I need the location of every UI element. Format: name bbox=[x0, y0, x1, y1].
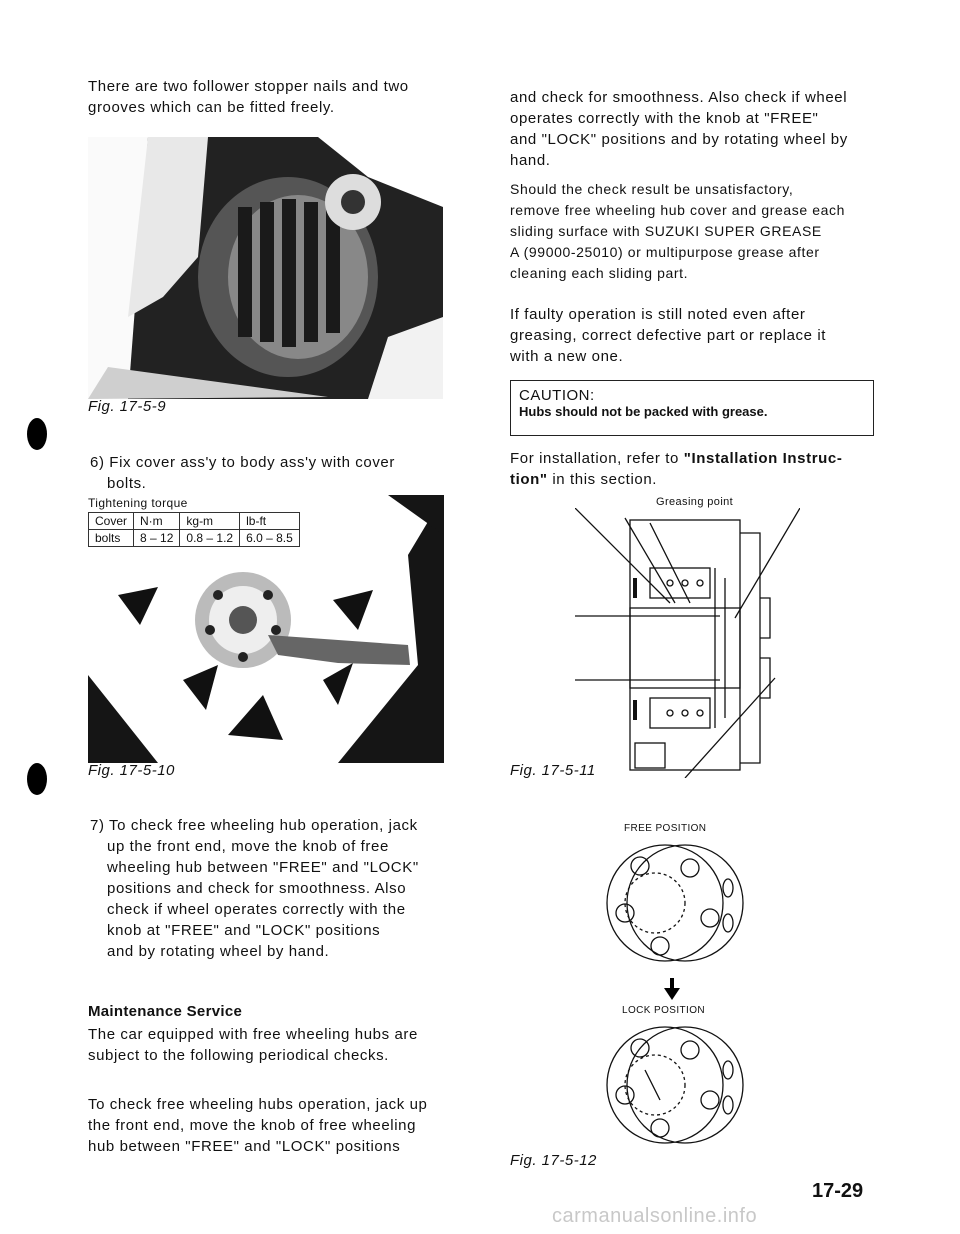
greasing-point-label: Greasing point bbox=[656, 496, 734, 508]
right-paragraph-1 bbox=[510, 87, 880, 171]
maintenance-heading: Maintenance Service bbox=[88, 1003, 243, 1020]
torque-value-kgm: 0.8 – 1.2 bbox=[180, 530, 240, 547]
r-line: remove free wheeling hub cover and grease each bbox=[510, 202, 846, 218]
step6-line2: bolts. bbox=[107, 475, 147, 492]
hub-cross-section-diagram bbox=[575, 508, 800, 778]
free-position-label: FREE POSITION bbox=[624, 823, 707, 834]
photo-hub-stopper bbox=[88, 137, 443, 399]
step7-line: 7) To check free wheeling hub operation, jack bbox=[90, 817, 418, 834]
right-paragraph-3 bbox=[510, 304, 880, 367]
lock-position-knob-diagram bbox=[600, 1020, 750, 1155]
step7-line: up the front end, move the knob of free bbox=[107, 838, 389, 855]
r-line: operates correctly with the knob at "FREE" bbox=[510, 110, 819, 127]
r-line: sliding surface with SUZUKI SUPER GREASE bbox=[510, 223, 822, 239]
install-link-a: "Installation Instruc- bbox=[683, 450, 843, 467]
torque-value-nm: 8 – 12 bbox=[134, 530, 180, 547]
intro-paragraph: There are two follower stopper nails and two grooves which can be fitted freely. bbox=[88, 78, 409, 116]
maintenance-paragraph-1 bbox=[88, 1024, 453, 1066]
page-number: 17-29 bbox=[812, 1180, 864, 1202]
torque-table bbox=[88, 512, 300, 547]
down-arrow-icon bbox=[664, 978, 680, 1000]
figure-caption-1: Fig. 17-5-9 bbox=[88, 398, 167, 415]
installation-reference bbox=[510, 448, 890, 490]
r-line: cleaning each sliding part. bbox=[510, 265, 689, 281]
figure-caption-3: Fig. 17-5-11 bbox=[510, 762, 596, 779]
torque-header-nm: N·m bbox=[134, 513, 180, 530]
torque-row-label-2: bolts bbox=[89, 530, 134, 547]
r-line: and check for smoothness. Also check if wheel bbox=[510, 89, 848, 106]
caution-text: Hubs should not be packed with grease. bbox=[519, 404, 768, 419]
step7-line: wheeling hub between "FREE" and "LOCK" bbox=[107, 859, 419, 876]
torque-header-lbft: lb-ft bbox=[240, 513, 300, 530]
r-line: and "LOCK" positions and by rotating wheel by bbox=[510, 131, 848, 148]
maintenance-paragraph-2 bbox=[88, 1094, 453, 1157]
step7-line: positions and check for smoothness. Also bbox=[107, 880, 407, 897]
step6-line1: 6) Fix cover ass'y to body ass'y with cover bbox=[90, 454, 395, 471]
torque-header-kgm: kg-m bbox=[180, 513, 240, 530]
binding-hole-2 bbox=[27, 763, 47, 795]
step7-line: check if wheel operates correctly with the bbox=[107, 901, 406, 918]
r-line: with a new one. bbox=[510, 348, 624, 365]
step7-paragraph bbox=[90, 815, 455, 962]
install-text-b: in this section. bbox=[547, 471, 658, 488]
maint-line: The car equipped with free wheeling hubs are bbox=[88, 1026, 418, 1043]
maint-line: hub between "FREE" and "LOCK" positions bbox=[88, 1138, 401, 1155]
caution-title: CAUTION: bbox=[519, 387, 595, 404]
maint-line: To check free wheeling hubs operation, jack up bbox=[88, 1096, 428, 1113]
torque-row-label-1: Cover bbox=[89, 513, 134, 530]
maint-line: subject to the following periodical checks. bbox=[88, 1047, 389, 1064]
lock-position-label: LOCK POSITION bbox=[622, 1005, 705, 1016]
caution-box bbox=[510, 380, 874, 436]
r-line: greasing, correct defective part or replace it bbox=[510, 327, 827, 344]
r-line: If faulty operation is still noted even after bbox=[510, 306, 806, 323]
step7-line: and by rotating wheel by hand. bbox=[107, 943, 330, 960]
right-paragraph-2 bbox=[510, 179, 880, 284]
r-line: hand. bbox=[510, 152, 551, 169]
figure-caption-4: Fig. 17-5-12 bbox=[510, 1152, 597, 1169]
r-line: A (99000-25010) or multipurpose grease after bbox=[510, 244, 820, 260]
torque-value-lbft: 6.0 – 8.5 bbox=[240, 530, 300, 547]
r-line: Should the check result be unsatisfactory, bbox=[510, 181, 794, 197]
free-position-knob-diagram bbox=[600, 838, 750, 973]
maint-line: the front end, move the knob of free wheeling bbox=[88, 1117, 417, 1134]
torque-title: Tightening torque bbox=[88, 496, 188, 510]
install-link-b: tion" bbox=[510, 471, 548, 488]
figure-caption-2: Fig. 17-5-10 bbox=[88, 762, 175, 779]
step7-line: knob at "FREE" and "LOCK" positions bbox=[107, 922, 381, 939]
watermark: carmanualsonline.info bbox=[552, 1205, 758, 1227]
binding-hole-1 bbox=[27, 418, 47, 450]
hub-photo-illustration bbox=[88, 137, 443, 399]
install-text-a: For installation, refer to bbox=[510, 450, 684, 467]
